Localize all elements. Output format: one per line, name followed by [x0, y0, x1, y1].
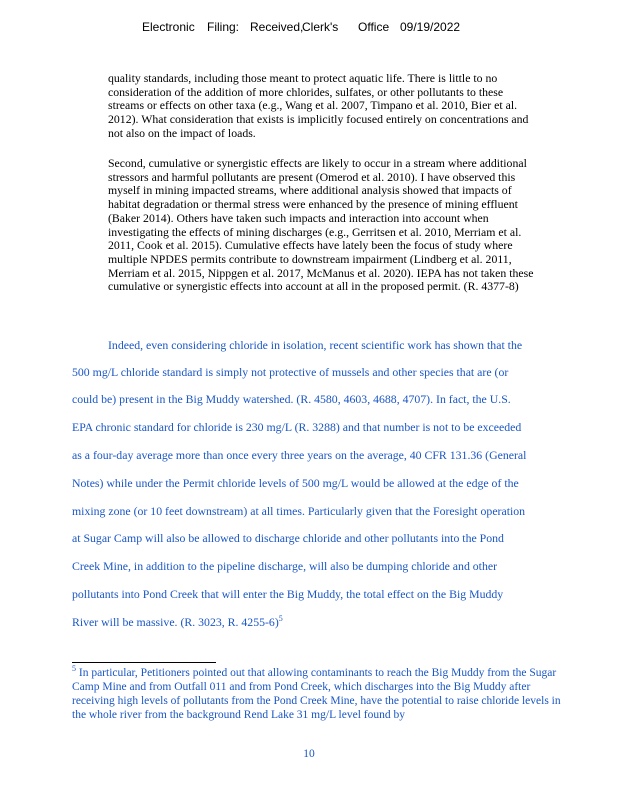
body-line: as a four-day average more than once every three years on the average, 40 CFR 131.36 (General [72, 448, 527, 462]
body-line: could be) present in the Big Muddy watershed. (R. 4580, 4603, 4688, 4707). In fact, the U.S. [72, 392, 511, 406]
block-quote-paragraph-2: Second, cumulative or synergistic effects are likely to occur in a stream where additional stressors and harmful pollutants are present (Omerod et al. 2010). I have observed this myself in mining impacted streams, where additional analysis showed that impacts of habitat degradation or thermal stress were enhanced by the presence of mining effluent (Baker 2014). Others have taken such impacts and interaction into account when investigating the effects of mining discharges (e.g., Gerritsen et al. 2010, Merriam et al. 2011, Cook et al. 2015). Cumulative effects have lately been the focus of study where multiple NPDES permits contribute to downstream impairment (Lindberg et al. 2011, Merriam et al. 2015, Nippgen et al. 2017, McManus et al. 2020). IEPA has not taken these cumulative or synergistic effects into account at all in the proposed permit. (R. 4377-8) [108, 156, 534, 294]
header-filing: Filing: [207, 20, 240, 34]
footnote [72, 666, 572, 722]
body-line: 500 mg/L chloride standard is simply not protective of mussels and other species that are (or [72, 365, 509, 379]
body-line: Indeed, even considering chloride in isolation, recent scientific work has shown that the [108, 338, 523, 352]
footnote-text: In particular, Petitioners pointed out that allowing contaminants to reach the Big Muddy from the Sugar Camp Mine and from Outfall 011 and from Pond Creek, which discharges into the Big Muddy after receiving high levels of pollutants from the Pond Creek Mine, have the potential to raise chloride levels in the whole river from the background Rend Lake 31 mg/L level found by [72, 667, 561, 721]
body-line: at Sugar Camp will also be allowed to discharge chloride and other pollutants into the Pond [72, 531, 504, 545]
header-clerks: Clerk's [302, 20, 339, 34]
footnote-marker: 5 [72, 664, 76, 674]
header-office: Office [358, 20, 390, 34]
block-quote-paragraph-1: quality standards, including those meant to protect aquatic life. There is little to no consideration of the addition of more chlorides, sulfates, or other pollutants to these streams or effects on other taxa (e.g., Wang et al. 2007, Timpano et al. 2010, Bier et al. 2012). What consideration that exists is implicitly focused entirely on concentrations and not also on the impact of loads. [108, 71, 529, 140]
footnote-reference[interactable]: 5 [278, 614, 283, 623]
body-line: Notes) while under the Permit chloride levels of 500 mg/L would be allowed at the edge of the [72, 476, 519, 490]
header-electronic: Electronic [142, 20, 195, 34]
page-number: 10 [303, 748, 315, 760]
body-line-text: River will be massive. (R. 3023, R. 4255-6) [72, 614, 279, 629]
header-received: Received, [250, 20, 304, 34]
header-date: 09/19/2022 [400, 20, 461, 34]
body-line-last [72, 614, 283, 630]
footnote-divider [72, 662, 216, 663]
body-line: mixing zone (or 10 feet downstream) at all times. Particularly given that the Foresight operation [72, 504, 526, 518]
body-line: Creek Mine, in addition to the pipeline discharge, will also be dumping chloride and other [72, 559, 498, 573]
body-line: EPA chronic standard for chloride is 230 mg/L (R. 3288) and that number is not to be exceeded [72, 420, 522, 434]
body-line: pollutants into Pond Creek that will enter the Big Muddy, the total effect on the Big Muddy [72, 587, 504, 601]
